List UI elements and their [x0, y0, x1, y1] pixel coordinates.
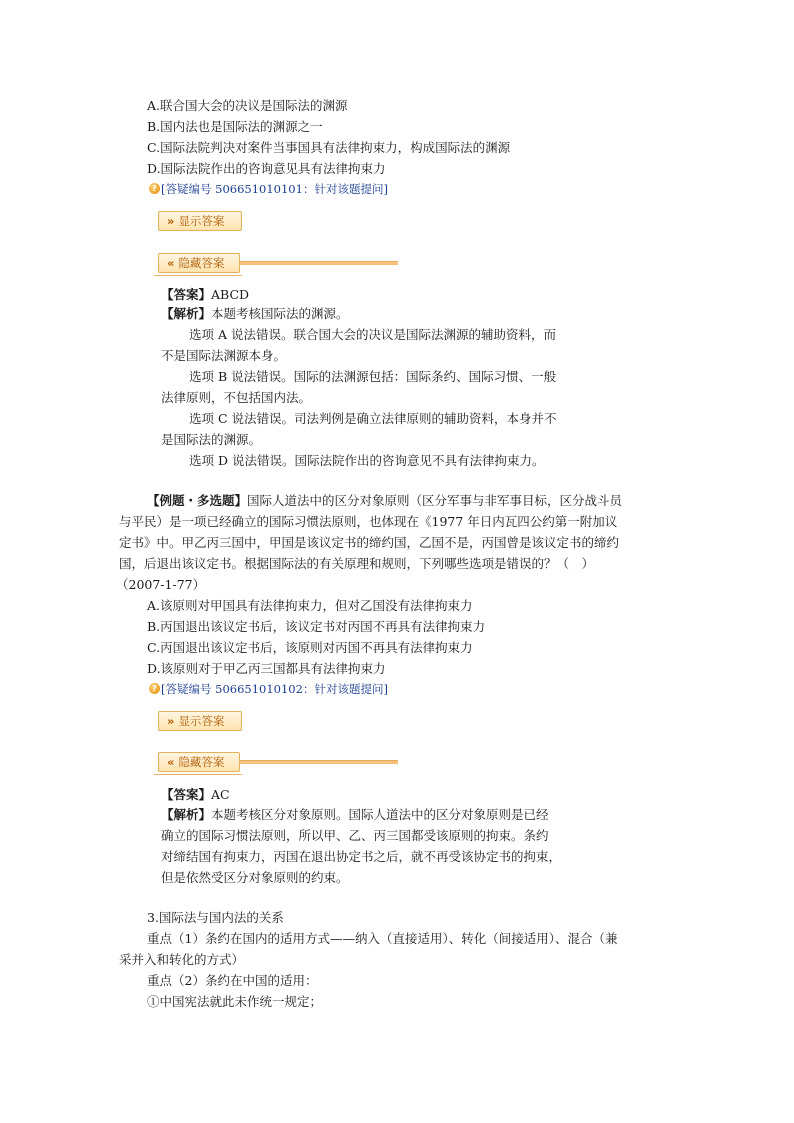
q2-stem-first-line — [147, 493, 622, 509]
chevron-right-icon: » — [167, 214, 175, 228]
q1-option-a: A.联合国大会的决议是国际法的渊源 — [147, 98, 348, 113]
q1-qa-link[interactable]: [答疑编号 506651010101：针对该题提问] — [161, 182, 388, 196]
q2-stem-line: （2007-1-77） — [116, 577, 206, 592]
q2-show-answer-button[interactable] — [158, 711, 242, 731]
q1-analysis-line: 选项 B 说法错误。国际的法渊源包括：国际条约、国际习惯、一般 — [189, 369, 557, 384]
q2-hide-answer-label: 隐藏答案 — [178, 755, 225, 769]
section-heading: 3.国际法与国内法的关系 — [147, 910, 284, 925]
q1-analysis-line: 不是国际法渊源本身。 — [161, 348, 287, 363]
q1-answer-value: ABCD — [211, 287, 250, 302]
q2-stem-line: 国，后退出该议定书。根据国际法的有关原理和规则，下列哪些选项是错误的？（ ） — [119, 556, 595, 571]
q1-hide-answer-bar — [158, 253, 398, 275]
q2-analysis — [161, 807, 549, 823]
q1-hide-answer-button[interactable] — [158, 253, 240, 273]
q1-show-answer-button[interactable] — [158, 211, 242, 231]
q1-analysis-line: 选项 C 说法错误。司法判例是确立法律原则的辅助资料，本身并不 — [189, 411, 557, 426]
question-help-icon: ? — [149, 183, 160, 194]
q2-answer-label: 【答案】 — [161, 787, 212, 802]
q2-stem-line: 与平民）是一项已经确立的国际习惯法原则，也体现在《1977 年日内瓦四公约第一附加议 — [119, 514, 618, 529]
q2-stem-line: 定书》中。甲乙丙三国中，甲国是该议定书的缔约国，乙国不是，丙国曾是该议定书的缔约 — [119, 535, 620, 550]
q2-show-answer-label: 显示答案 — [178, 714, 225, 728]
chevron-up-icon: « — [167, 755, 175, 769]
q2-hide-answer-bar — [158, 752, 398, 774]
section-line: ①中国宪法就此未作统一规定； — [147, 994, 323, 1009]
q2-option-c: C.丙国退出该议定书后，该原则对丙国不再具有法律拘束力 — [147, 640, 473, 655]
answer-underline — [154, 275, 242, 276]
q1-analysis-line: 本题考核国际法的渊源。 — [211, 306, 349, 321]
q1-show-answer-label: 显示答案 — [178, 214, 225, 228]
q2-analysis-line: 对缔结国有拘束力，丙国在退出协定书之后，就不再受该协定书的拘束， — [161, 849, 562, 864]
q2-title-label: 【例题・多选题】 — [147, 493, 248, 508]
chevron-up-icon: « — [167, 256, 175, 270]
answer-divider — [240, 760, 398, 764]
q2-analysis-line: 确立的国际习惯法原则，所以甲、乙、丙三国都受该原则的拘束。条约 — [161, 828, 549, 843]
q1-analysis-line: 选项 D 说法错误。国际法院作出的咨询意见不具有法律拘束力。 — [189, 453, 545, 468]
answer-divider — [240, 261, 398, 265]
q1-analysis — [161, 306, 349, 322]
q1-option-d: D.国际法院作出的咨询意见具有法律拘束力 — [147, 161, 386, 176]
answer-underline — [154, 774, 242, 775]
q2-option-b: B.丙国退出该议定书后，该议定书对丙国不再具有法律拘束力 — [147, 619, 486, 634]
q1-analysis-label: 【解析】 — [161, 306, 212, 321]
chevron-right-icon: » — [167, 714, 175, 728]
section-line: 重点（2）条约在中国的适用： — [147, 973, 318, 988]
q1-answer-label: 【答案】 — [161, 287, 212, 302]
q1-hide-answer-label: 隐藏答案 — [178, 256, 225, 270]
q2-answer-value: AC — [211, 787, 230, 802]
q1-analysis-line: 是国际法的渊源。 — [161, 432, 262, 447]
q2-analysis-line: 但是依然受区分对象原则的约束。 — [161, 870, 349, 885]
q2-qa-link[interactable]: [答疑编号 506651010102：针对该题提问] — [161, 682, 388, 696]
section-line: 重点（1）条约在国内的适用方式——纳入（直接适用）、转化（间接适用）、混合（兼 — [147, 931, 618, 946]
question-help-icon: ? — [149, 683, 160, 694]
section-line: 采并入和转化的方式） — [119, 952, 245, 967]
q2-hide-answer-button[interactable] — [158, 752, 240, 772]
q2-answer — [161, 787, 230, 803]
q1-option-c: C.国际法院判决对案件当事国具有法律拘束力，构成国际法的渊源 — [147, 140, 511, 155]
q2-analysis-line: 本题考核区分对象原则。国际人道法中的区分对象原则是已经 — [211, 807, 549, 822]
q2-option-d: D.该原则对于甲乙丙三国都具有法律拘束力 — [147, 661, 386, 676]
q1-option-b: B.国内法也是国际法的渊源之一 — [147, 119, 323, 134]
q2-analysis-label: 【解析】 — [161, 807, 212, 822]
q1-answer — [161, 287, 249, 303]
q1-analysis-line: 法律原则，不包括国内法。 — [161, 390, 312, 405]
q1-analysis-line: 选项 A 说法错误。联合国大会的决议是国际法渊源的辅助资料，而 — [189, 327, 556, 342]
q2-stem-line: 国际人道法中的区分对象原则（区分军事与非军事目标，区分战斗员 — [247, 493, 623, 508]
q2-option-a: A.该原则对甲国具有法律拘束力，但对乙国没有法律拘束力 — [147, 598, 473, 613]
